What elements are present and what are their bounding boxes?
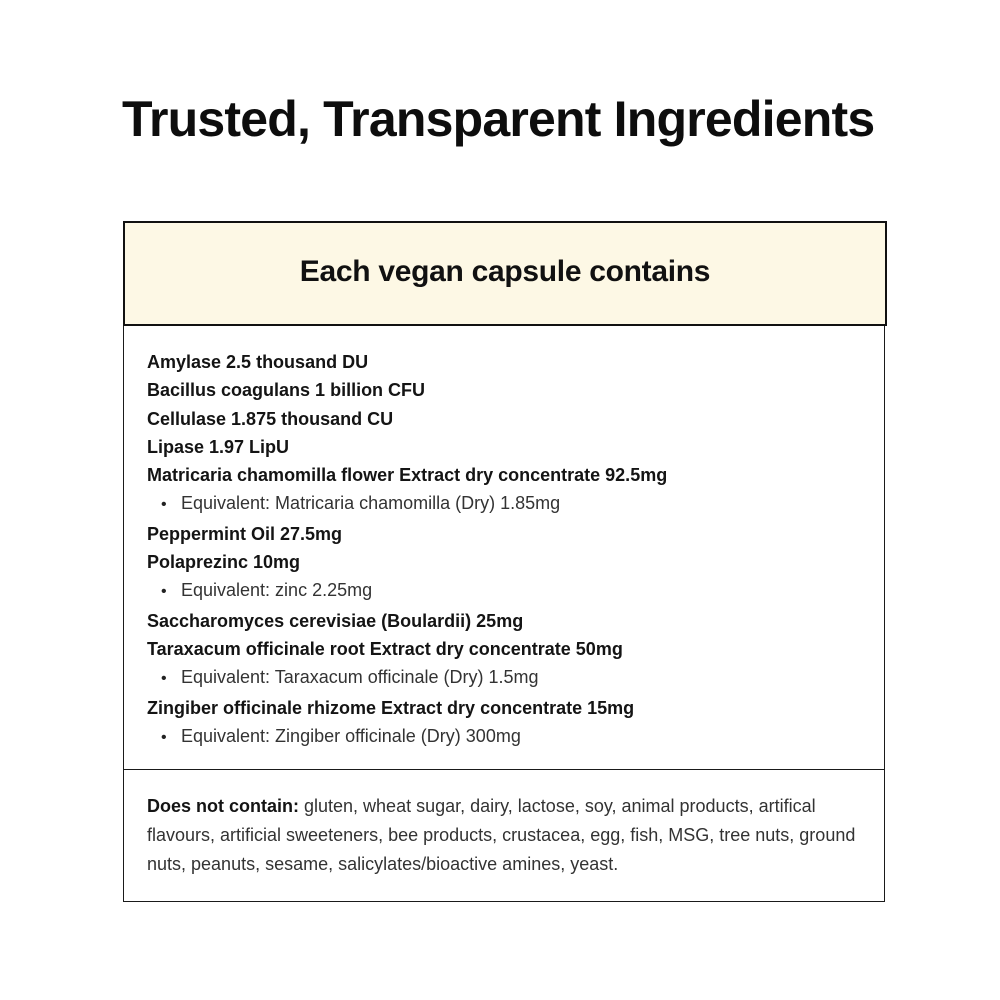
equivalent-text: Equivalent: Taraxacum officinale (Dry) 1.5mg [181,667,539,688]
equivalent-text: Equivalent: Zingiber officinale (Dry) 300mg [181,725,521,746]
equivalent-item [147,722,867,752]
page-title: Trusted, Transparent Ingredients [122,91,875,147]
equivalent-text: Equivalent: zinc 2.25mg [181,580,373,601]
ingredient-item: Bacillus coagulans 1 billion CFU [147,380,426,401]
panel-header [123,221,887,326]
equivalent-text: Equivalent: Matricaria chamomilla (Dry) 1.85mg [181,493,561,514]
section-divider [124,769,884,770]
bullet-icon: • [161,583,167,601]
ingredients-panel [123,221,885,902]
bullet-icon: • [161,496,167,514]
ingredient-item: Peppermint Oil 27.5mg [147,523,343,544]
bullet-icon: • [161,670,167,688]
panel-header-title: Each vegan capsule contains [299,254,711,288]
bullet-icon: • [161,728,167,746]
exclusions-list: gluten, wheat sugar, dairy, lactose, soy, animal products, artifical flavours, artificial sweeteners, bee products, crustacea, egg, fish, MSG, tree nuts, ground nuts, peanuts, sesame, salicylates/bioactive amines, yeast. [147,796,856,874]
equivalent-item [147,489,867,519]
ingredient-item: Amylase 2.5 thousand DU [147,352,369,372]
ingredient-item: Zingiber officinale rhizome Extract dry concentrate 15mg [147,697,635,718]
ingredient-item: Cellulase 1.875 thousand CU [147,408,394,429]
exclusions-text [147,792,872,879]
ingredient-item: Matricaria chamomilla flower Extract dry concentrate 92.5mg [147,465,668,486]
ingredient-item: Polaprezinc 10mg [147,552,301,573]
ingredient-item: Saccharomyces cerevisiae (Boulardii) 25mg [147,610,524,631]
exclusions-label: Does not contain: [147,796,299,816]
ingredient-item: Taraxacum officinale root Extract dry concentrate 50mg [147,638,623,659]
ingredient-item: Lipase 1.97 LipU [147,436,290,457]
ingredient-list [147,348,867,752]
equivalent-item [147,576,867,606]
equivalent-item [147,663,867,693]
